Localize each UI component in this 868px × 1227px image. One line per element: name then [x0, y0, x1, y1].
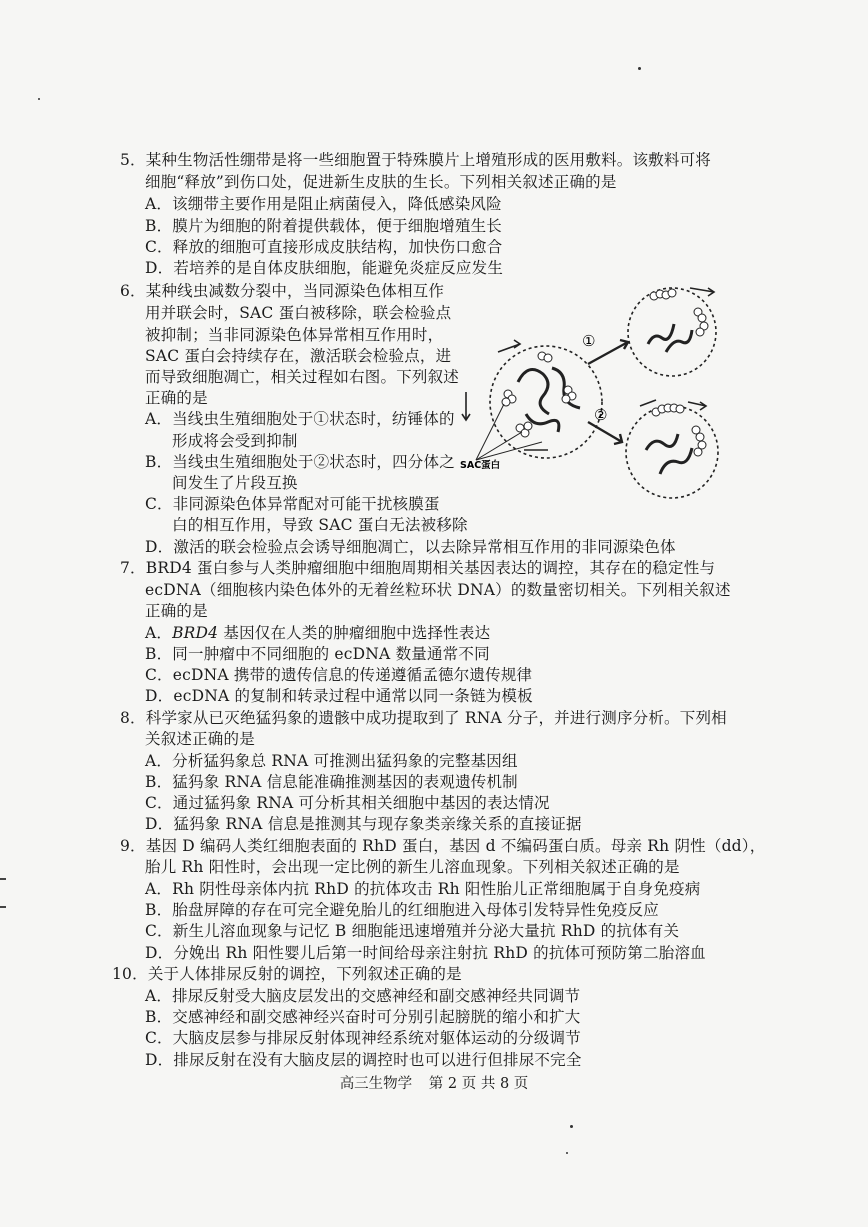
q5-stem-line1: 5．某种生物活性绷带是将一些细胞置于特殊膜片上增殖形成的医用敷料。该敷料可将 [120, 151, 711, 169]
q10-option-c: C．大脑皮层参与排尿反射体现神经系统对躯体运动的分级调节 [145, 1029, 581, 1047]
q6-option-c-line1: C．非同源染色体异常配对可能干扰核膜蛋 [145, 495, 440, 513]
scan-mark [0, 878, 6, 880]
footer-page-number: 第 2 页 共 8 页 [428, 1076, 529, 1092]
q6-stem-line4: SAC 蛋白会持续存在，激活联会检验点，进 [145, 347, 452, 365]
scan-speck [638, 67, 641, 70]
q9-option-b: B．胎盘屏障的存在可完全避免胎儿的红细胞进入母体引发特异性免疫反应 [145, 901, 659, 919]
q9-stem-line2: 胎儿 Rh 阳性时，会出现一定比例的新生儿溶血现象。下列相关叙述正确的是 [145, 858, 680, 876]
q6-stem-line1: 6．某种线虫减数分裂中，当同源染色体相互作 [120, 282, 445, 300]
q7-gene-name: BRD4 [172, 624, 219, 642]
q7-stem-line1: 7．BRD4 蛋白参与人类肿瘤细胞中细胞周期相关基因表达的调控，其存在的稳定性与 [120, 559, 716, 577]
q6-stem-line2: 用并联会时，SAC 蛋白被移除，联会检验点 [145, 304, 452, 322]
q9-option-a: A．Rh 阴性母亲体内抗 RhD 的抗体攻击 Rh 阳性胎儿正常细胞属于自身免疫病 [145, 880, 701, 898]
q9-option-c: C．新生儿溶血现象与记忆 B 细胞能迅速增殖并分泌大量抗 RhD 的抗体有关 [145, 922, 680, 940]
q8-option-a: A．分析猛犸象总 RNA 可推测出猛犸象的完整基因组 [145, 752, 518, 770]
q10-option-a: A．排尿反射受大脑皮层发出的交感神经和副交感神经共同调节 [145, 987, 581, 1005]
sac-protein-label: SAC蛋白 [460, 460, 501, 471]
q8-stem-line1: 8．科学家从已灭绝猛犸象的遗骸中成功提取到了 RNA 分子，并进行测序分析。下列相 [120, 709, 727, 727]
q6-option-a-line2: 形成将会受到抑制 [172, 432, 298, 450]
q6-stem-line3: 被抑制；当非同源染色体异常相互作用时， [145, 326, 444, 344]
q7-stem-line2: ecDNA（细胞核内染色体外的无着丝粒环状 DNA）的数量密切相关。下列相关叙述 [145, 581, 731, 599]
q9-stem-line1: 9．基因 D 编码人类红细胞表面的 RhD 蛋白，基因 d 不编码蛋白质。母亲 Rh 阴性（dd）， [120, 837, 766, 855]
q8-option-c: C．通过猛犸象 RNA 可分析其相关细胞中基因的表达情况 [145, 794, 550, 812]
meiosis-checkpoint-diagram [460, 282, 735, 514]
q8-option-b: B．猛犸象 RNA 信息能准确推测基因的表观遗传机制 [145, 773, 518, 791]
scan-speck [570, 1125, 573, 1128]
q10-option-b: B．交感神经和副交感神经兴奋时可分别引起膀胱的缩小和扩大 [145, 1008, 581, 1026]
q7-option-c: C．ecDNA 携带的遗传信息的传递遵循孟德尔遗传规律 [145, 666, 533, 684]
q6-option-a-line1: A．当线虫生殖细胞处于①状态时，纺锤体的 [145, 410, 455, 428]
q6-stem-line5: 而导致细胞凋亡，相关过程如右图。下列叙述 [145, 368, 460, 386]
q7-option-a [145, 623, 490, 645]
q7-option-d: D．ecDNA 的复制和转录过程中通常以同一条链为模板 [145, 687, 533, 705]
page-footer [0, 1072, 868, 1093]
state1-label: ① [582, 332, 596, 350]
q6-option-b-line2: 间发生了片段互换 [172, 474, 298, 492]
q5-option-c: C．释放的细胞可直接形成皮肤结构，加快伤口愈合 [145, 238, 503, 256]
q7-option-a-text: 基因仅在人类的肿瘤细胞中选择性表达 [218, 624, 491, 642]
scan-mark [0, 906, 6, 908]
q5-option-d: D．若培养的是自体皮肤细胞，能避免炎症反应发生 [145, 259, 504, 277]
q5-option-b: B．膜片为细胞的附着提供载体，便于细胞增殖生长 [145, 217, 502, 235]
q5-stem-line2: 细胞“释放”到伤口处，促进新生皮肤的生长。下列相关叙述正确的是 [145, 173, 617, 191]
q7-option-b: B．同一肿瘤中不同细胞的 ecDNA 数量通常不同 [145, 645, 490, 663]
q10-stem: 10．关于人体排尿反射的调控，下列叙述正确的是 [112, 965, 462, 983]
state2-cell [626, 406, 718, 498]
q7-stem-line3: 正确的是 [145, 602, 208, 620]
footer-subject: 高三生物学 [339, 1076, 413, 1092]
q8-option-d: D．猛犸象 RNA 信息是推测其与现存象类亲缘关系的直接证据 [145, 815, 582, 833]
q5-option-a: A．该绷带主要作用是阻止病菌侵入，降低感染风险 [145, 195, 502, 213]
q10-option-d: D．排尿反射在没有大脑皮层的调控时也可以进行但排尿不完全 [145, 1051, 582, 1069]
q8-stem-line2: 关叙述正确的是 [145, 730, 255, 748]
q6-option-b-line1: B．当线虫生殖细胞处于②状态时，四分体之 [145, 453, 455, 471]
state2-label: ② [594, 406, 608, 424]
q6-option-c-line2: 白的相互作用，导致 SAC 蛋白无法被移除 [172, 516, 468, 534]
scan-speck [38, 98, 40, 100]
q6-option-d: D．激活的联会检验点会诱导细胞凋亡，以去除异常相互作用的非同源染色体 [145, 538, 676, 556]
scan-speck [566, 1152, 568, 1154]
q7-option-a-prefix: A． [145, 624, 173, 642]
q6-stem-line6: 正确的是 [145, 389, 208, 407]
q9-option-d: D．分娩出 Rh 阳性婴儿后第一时间给母亲注射抗 RhD 的抗体可预防第二胎溶血 [145, 944, 706, 962]
